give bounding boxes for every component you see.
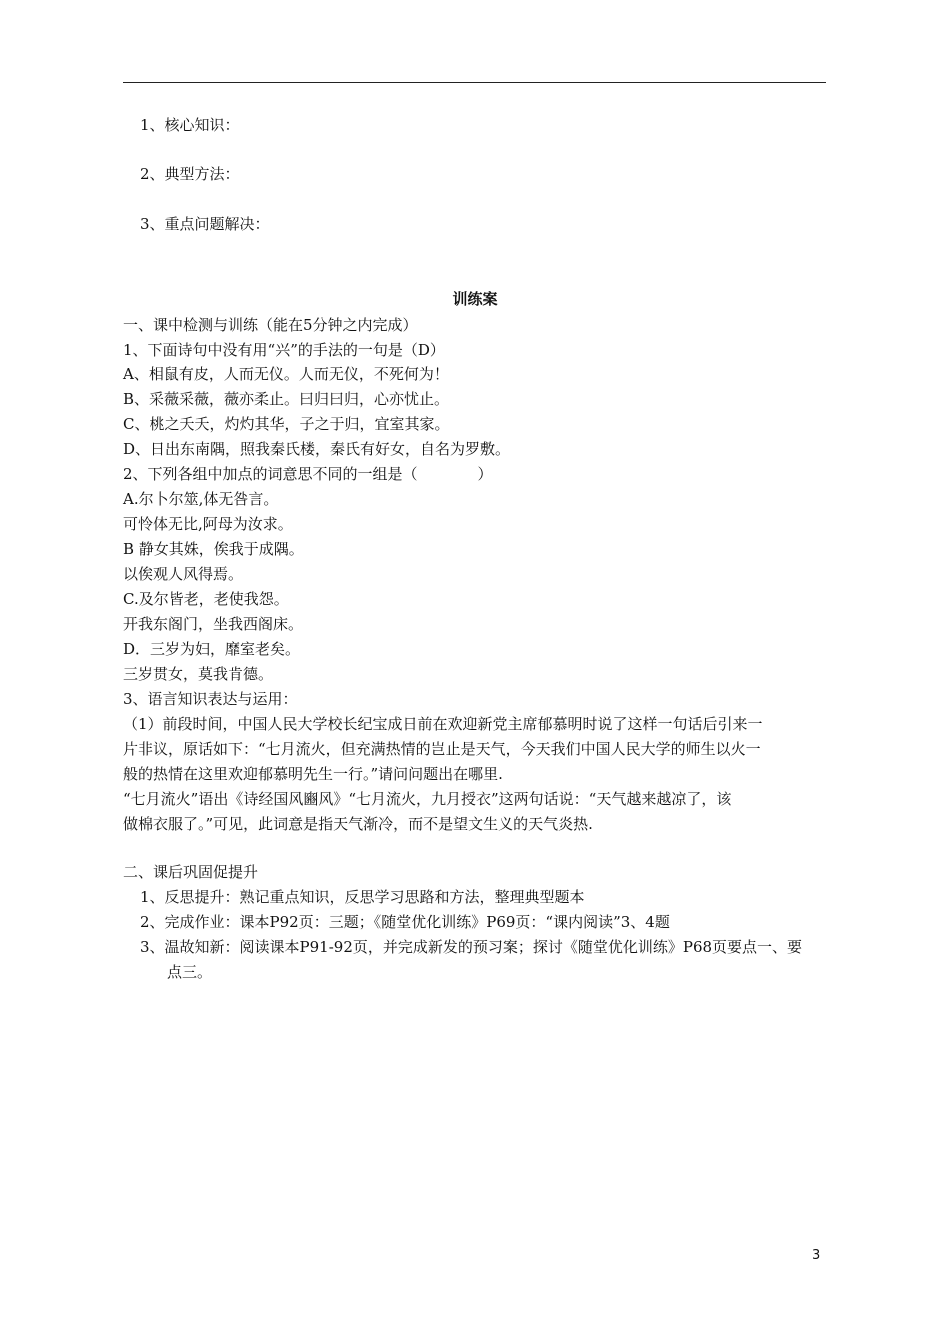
header-rule: [123, 82, 826, 83]
q2-option-c-line1: C.及尔皆老，老使我怨。: [123, 590, 289, 608]
page-number: 3: [812, 1248, 821, 1263]
part2-item-3-cont: 点三。: [167, 963, 213, 981]
q3-text-line2: 片非议，原话如下：“七月流火，但充满热情的岂止是天气，今天我们中国人民大学的师生以火一: [123, 740, 761, 758]
q2-option-d-line2: 三岁贯女，莫我肯德。: [123, 665, 274, 683]
summary-core-knowledge: 1、核心知识：: [140, 116, 240, 134]
q2-option-c-line2: 开我东阁门，坐我西阁床。: [123, 615, 304, 633]
section-title: 训练案: [452, 290, 498, 308]
question-3: 3、语言知识表达与运用：: [123, 690, 298, 708]
q3-answer-line2: 做棉衣服了。”可见，此词意是指天气渐冷，而不是望文生义的天气炎热.: [123, 815, 593, 833]
question-2: 2、下列各组中加点的词意思不同的一组是（ ）: [123, 465, 493, 483]
question-1: 1、下面诗句中没有用“兴”的手法的一句是（D）: [123, 341, 445, 359]
q2-option-b-line1: B 静女其姝，俟我于成隅。: [123, 540, 304, 558]
q1-option-d: D、日出东南隅，照我秦氏楼，秦氏有好女，自名为罗敷。: [123, 440, 511, 458]
q2-option-d-line1: D．三岁为妇，靡室老矣。: [123, 640, 301, 658]
part2-item-2: 2、完成作业：课本P92页：三题；《随堂优化训练》P69页：“课内阅读”3、4题: [140, 913, 670, 931]
q1-option-b: B、采薇采薇，薇亦柔止。曰归曰归，心亦忧止。: [123, 390, 450, 408]
part2-item-3: 3、温故知新：阅读课本P91-92页，并完成新发的预习案；探讨《随堂优化训练》P68页要点一、要: [140, 938, 803, 956]
q3-answer-line1: “七月流火”语出《诗经国风豳风》“七月流火，九月授衣”这两句话说：“天气越来越凉了，该: [123, 790, 732, 808]
summary-key-problem: 3、重点问题解决：: [140, 215, 270, 233]
part2-item-1: 1、反思提升：熟记重点知识，反思学习思路和方法，整理典型题本: [140, 888, 585, 906]
q2-option-b-line2: 以俟观人风得焉。: [123, 565, 244, 583]
summary-typical-method: 2、典型方法：: [140, 165, 240, 183]
q2-option-a-line2: 可怜体无比,阿母为汝求。: [123, 515, 293, 533]
part2-heading: 二、课后巩固促提升: [123, 863, 259, 881]
q1-option-a: A、相鼠有皮，人而无仪。人而无仪，不死何为！: [123, 365, 449, 383]
q1-option-c: C、桃之夭夭，灼灼其华，子之于归，宜室其家。: [123, 415, 450, 433]
part1-heading: 一、课中检测与训练（能在5分钟之内完成）: [123, 316, 418, 334]
q3-text-line3: 般的热情在这里欢迎郁慕明先生一行。”请问问题出在哪里.: [123, 765, 503, 783]
q2-option-a-line1: A.尔卜尔筮,体无咎言。: [123, 490, 279, 508]
q3-text-line1: （1）前段时间，中国人民大学校长纪宝成日前在欢迎新党主席郁慕明时说了这样一句话后引来一: [123, 715, 763, 733]
